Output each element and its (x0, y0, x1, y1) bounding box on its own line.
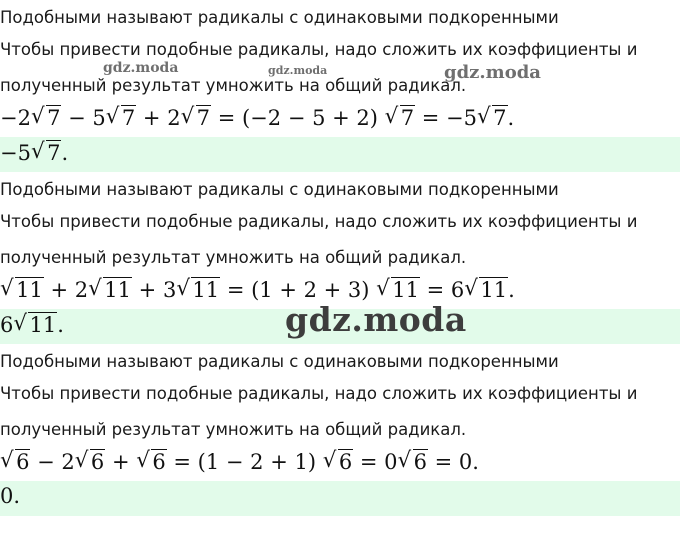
sqrt: √ 11 (88, 275, 131, 302)
sqrt: √ 6 (322, 447, 353, 474)
answer-1 (0, 140, 68, 166)
eq-term: −5 (0, 141, 31, 165)
rule-text-line-3: полученный результат умножить на общий радикал. (0, 248, 467, 267)
eq-term: = 0. (427, 450, 479, 474)
sqrt: √ 6 (136, 447, 166, 474)
sqrt: √ 11 (176, 275, 220, 302)
sqrt: √ 6 (0, 447, 30, 474)
eq-term: . (57, 313, 64, 337)
rule-text-line-1: Подобными называют радикалы с одинаковыми подкоренными (0, 352, 559, 371)
rule-text-line-1: Подобными называют радикалы с одинаковыми подкоренными (0, 180, 559, 199)
sqrt: √ 6 (74, 447, 105, 474)
answer-box-1 (0, 137, 680, 172)
rule-text-line-2: Чтобы привести подобные радикалы, надо сложить их коэффициенты и (0, 212, 638, 231)
eq-term: = 0 (353, 450, 398, 474)
eq-term: . (508, 278, 515, 302)
rule-text-line-3: полученный результат умножить на общий радикал. (0, 76, 467, 95)
watermark: gdz.moda (268, 64, 328, 77)
sqrt: √ 11 (0, 275, 43, 302)
eq-term: + 2 (43, 278, 89, 302)
eq-term: = (−2 − 5 + 2) (211, 106, 385, 130)
eq-term: = 6 (419, 278, 465, 302)
sqrt: √ 6 (397, 447, 427, 474)
eq-term: = (1 + 2 + 3) (220, 278, 377, 302)
rule-text-line-3: полученный результат умножить на общий радикал. (0, 420, 467, 439)
eq-term: . (507, 106, 515, 130)
watermark: gdz.moda (444, 62, 541, 83)
eq-term: = (1 − 2 + 1) (166, 450, 323, 474)
eq-term: = −5 (415, 106, 478, 130)
eq-term: + 2 (136, 106, 181, 130)
sqrt: √ 7 (477, 103, 507, 130)
eq-term: − 2 (30, 450, 75, 474)
sqrt: √ 11 (464, 275, 508, 302)
eq-term: 6 (0, 313, 14, 337)
eq-term: + 3 (132, 278, 177, 302)
eq-term: + (105, 450, 137, 474)
sqrt: √ 11 (376, 275, 419, 302)
sqrt: √ 7 (180, 103, 211, 130)
sqrt: √ 7 (30, 138, 61, 165)
answer-3 (0, 484, 20, 508)
equation-3 (0, 449, 479, 475)
sqrt: √ 7 (105, 103, 136, 130)
rule-text-line-2: Чтобы привести подобные радикалы, надо сложить их коэффициенты и (0, 384, 638, 403)
sqrt: √ 11 (13, 310, 57, 337)
eq-term: −2 (0, 106, 31, 130)
equation-1 (0, 105, 514, 131)
watermark: gdz.moda (103, 60, 179, 76)
answer-box-3 (0, 481, 680, 516)
sqrt: √ 7 (30, 103, 61, 130)
watermark-large: gdz.moda (285, 300, 467, 339)
rule-text-line-1: Подобными называют радикалы с одинаковыми подкоренными (0, 8, 559, 27)
rule-text-line-2: Чтобы привести подобные радикалы, надо сложить их коэффициенты и (0, 40, 638, 59)
answer-2 (0, 312, 64, 338)
eq-term: 0. (0, 484, 21, 508)
eq-term: − 5 (61, 106, 106, 130)
eq-term: . (61, 141, 69, 165)
sqrt: √ 7 (384, 103, 415, 130)
